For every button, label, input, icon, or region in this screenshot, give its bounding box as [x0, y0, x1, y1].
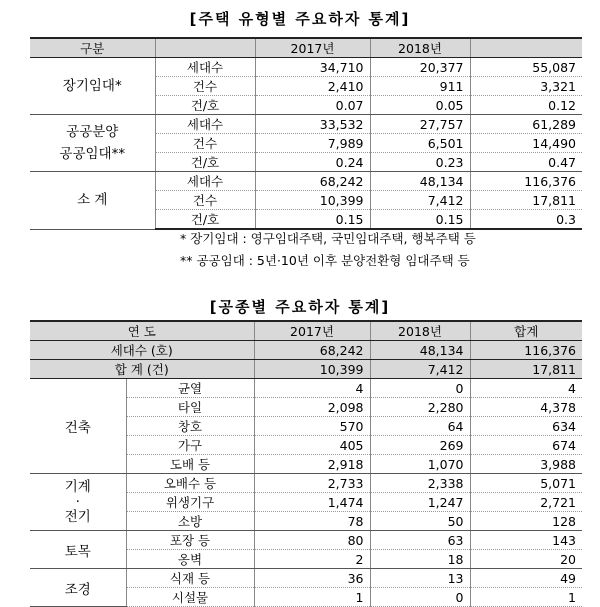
- value-2018: 18: [370, 550, 470, 569]
- units-total: 116,376: [470, 341, 582, 360]
- units-label: 세대수 (호): [30, 341, 254, 360]
- value-2017: 68,242: [255, 172, 370, 191]
- value-2018: 6,501: [370, 134, 470, 153]
- header-total: [470, 38, 582, 58]
- group-mechanical-electrical: [30, 474, 126, 531]
- units-row: [30, 341, 582, 360]
- item-cell: 오배수 등: [126, 474, 254, 493]
- value-2017: 78: [254, 512, 370, 531]
- value-2018: 0.05: [370, 96, 470, 115]
- group-subtotal: 소 계: [30, 172, 155, 230]
- header-2018: 2018년: [370, 321, 470, 341]
- value-2017: 2: [254, 550, 370, 569]
- value-2018: 20,377: [370, 58, 470, 77]
- value-2017: 1,474: [254, 493, 370, 512]
- value-2018: 7,412: [370, 191, 470, 210]
- value-2018: 0: [370, 379, 470, 398]
- group-landscaping: 조경: [30, 569, 126, 607]
- value-total: 4,378: [470, 398, 582, 417]
- value-2017: 0.15: [255, 210, 370, 230]
- metric-cell: 건수: [155, 191, 255, 210]
- metric-cell: 세대수: [155, 172, 255, 191]
- table1-title: [주택 유형별 주요하자 통계]: [189, 10, 411, 28]
- metric-cell: 건/호: [155, 210, 255, 230]
- value-2017: 34,710: [255, 58, 370, 77]
- value-2018: 911: [370, 77, 470, 96]
- value-total: 17,811: [470, 191, 582, 210]
- total-2018: 7,412: [370, 360, 470, 379]
- value-2017: 0.24: [255, 153, 370, 172]
- total-2017: 10,399: [254, 360, 370, 379]
- value-2018: 48,134: [370, 172, 470, 191]
- metric-cell: 건수: [155, 77, 255, 96]
- footnote-public-rental: ** 공공임대 : 5년·10년 이후 분양전환형 임대주택 등: [180, 253, 470, 268]
- item-cell: 타일: [126, 398, 254, 417]
- table-row: [30, 531, 582, 550]
- group-public-sale-rental: [30, 115, 155, 172]
- value-total: 3,988: [470, 455, 582, 474]
- group-long-term-rental: 장기임대*: [30, 58, 155, 115]
- value-2017: 2,733: [254, 474, 370, 493]
- group-label-line1: 기계: [64, 478, 91, 495]
- item-cell: 도배 등: [126, 455, 254, 474]
- value-2018: 0: [370, 588, 470, 607]
- value-total: 128: [470, 512, 582, 531]
- table-row: [30, 58, 582, 77]
- item-cell: 창호: [126, 417, 254, 436]
- units-2018: 48,134: [370, 341, 470, 360]
- table2-title: [공종별 주요하자 통계]: [209, 298, 391, 316]
- value-2018: 50: [370, 512, 470, 531]
- table-row: [30, 474, 582, 493]
- value-2017: 0.07: [255, 96, 370, 115]
- header-total: 합계: [470, 321, 582, 341]
- item-cell: 가구: [126, 436, 254, 455]
- value-total: 634: [470, 417, 582, 436]
- units-2017: 68,242: [254, 341, 370, 360]
- value-total: 1: [470, 588, 582, 607]
- table2-header-row: [30, 321, 582, 341]
- table-row: [30, 379, 582, 398]
- value-2018: 2,280: [370, 398, 470, 417]
- total-label: 합 계 (건): [30, 360, 254, 379]
- table-row: [30, 115, 582, 134]
- table-row: [30, 172, 582, 191]
- total-total: 17,811: [470, 360, 582, 379]
- value-2017: 4: [254, 379, 370, 398]
- value-2018: 1,070: [370, 455, 470, 474]
- item-cell: 시설물: [126, 588, 254, 607]
- table1-header-row: [30, 38, 582, 58]
- value-2018: 13: [370, 569, 470, 588]
- header-2017: 2017년: [254, 321, 370, 341]
- value-total: 55,087: [470, 58, 582, 77]
- value-2017: 33,532: [255, 115, 370, 134]
- group-label-line3: 전기: [64, 508, 91, 525]
- value-2018: 64: [370, 417, 470, 436]
- value-total: 116,376: [470, 172, 582, 191]
- value-2018: 1,247: [370, 493, 470, 512]
- metric-cell: 세대수: [155, 115, 255, 134]
- value-total: 20: [470, 550, 582, 569]
- value-2017: 2,098: [254, 398, 370, 417]
- group-civil: 토목: [30, 531, 126, 569]
- item-cell: 소방: [126, 512, 254, 531]
- item-cell: 옹벽: [126, 550, 254, 569]
- value-total: 4: [470, 379, 582, 398]
- metric-cell: 건수: [155, 134, 255, 153]
- value-total: 2,721: [470, 493, 582, 512]
- value-total: 14,490: [470, 134, 582, 153]
- item-cell: 포장 등: [126, 531, 254, 550]
- footnote-long-term-rental: * 장기임대 : 영구임대주택, 국민임대주택, 행복주택 등: [180, 231, 476, 246]
- header-year: 연 도: [30, 321, 254, 341]
- header-metric: [155, 38, 255, 58]
- value-2018: 269: [370, 436, 470, 455]
- value-2018: 0.23: [370, 153, 470, 172]
- value-2017: 2,410: [255, 77, 370, 96]
- value-total: 674: [470, 436, 582, 455]
- metric-cell: 건/호: [155, 153, 255, 172]
- group-architecture: 건축: [30, 379, 126, 474]
- value-2017: 36: [254, 569, 370, 588]
- value-2018: 2,338: [370, 474, 470, 493]
- table-row: [30, 569, 582, 588]
- value-2018: 0.15: [370, 210, 470, 230]
- value-2018: 27,757: [370, 115, 470, 134]
- value-total: 0.12: [470, 96, 582, 115]
- group-label-line2: 공공임대**: [59, 146, 126, 162]
- value-2017: 80: [254, 531, 370, 550]
- value-2017: 7,989: [255, 134, 370, 153]
- value-2017: 570: [254, 417, 370, 436]
- header-2017: 2017년: [255, 38, 370, 58]
- value-total: 49: [470, 569, 582, 588]
- value-2017: 2,918: [254, 455, 370, 474]
- value-total: 0.47: [470, 153, 582, 172]
- value-2017: 10,399: [255, 191, 370, 210]
- value-2017: 405: [254, 436, 370, 455]
- group-label-line1: 공공분양: [66, 124, 119, 140]
- value-2017: 1: [254, 588, 370, 607]
- metric-cell: 세대수: [155, 58, 255, 77]
- header-category: 구분: [30, 38, 155, 58]
- value-total: 5,071: [470, 474, 582, 493]
- value-total: 0.3: [470, 210, 582, 230]
- housing-type-defect-table: [30, 37, 582, 230]
- item-cell: 위생기구: [126, 493, 254, 512]
- header-2018: 2018년: [370, 38, 470, 58]
- value-2018: 63: [370, 531, 470, 550]
- work-type-defect-table: [30, 320, 582, 607]
- group-label-line2: ·: [75, 493, 80, 510]
- value-total: 143: [470, 531, 582, 550]
- value-total: 61,289: [470, 115, 582, 134]
- item-cell: 균열: [126, 379, 254, 398]
- item-cell: 식재 등: [126, 569, 254, 588]
- value-total: 3,321: [470, 77, 582, 96]
- table1-footnotes: [180, 229, 476, 273]
- metric-cell: 건/호: [155, 96, 255, 115]
- total-row: [30, 360, 582, 379]
